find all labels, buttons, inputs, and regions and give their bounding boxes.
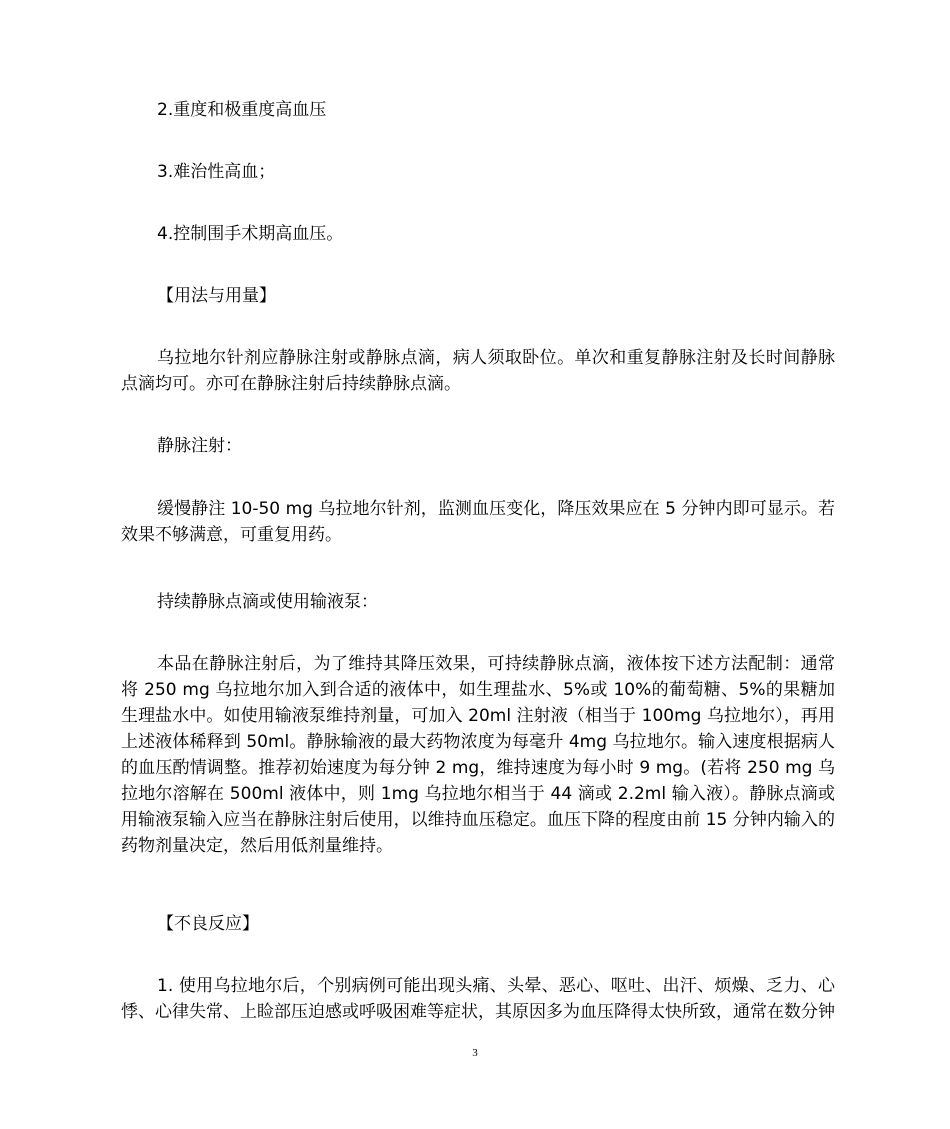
section-heading-usage-dosage: 【用法与用量】 [157, 286, 276, 306]
list-item-severe-hypertension: 2.重度和极重度高血压 [157, 100, 327, 120]
paragraph-continuous-infusion: 本品在静脉注射后，为了维持其降压效果，可持续静脉点滴，液体按下述方法配制：通常将 250 mg 乌拉地尔加入到合适的液体中，如生理盐水、5%或 10%的葡萄糖、5%的果糖加生理盐水中。如使用输液泵维持剂量，可加入 20ml 注射液（相当于 100mg 乌拉地尔），再用上述液体稀释到 50ml。静脉输液的最大药物浓度为每毫升 4mg 乌拉地尔。输入速度根据病人的血压酌情调整。推荐初始速度为每分钟 2 mg，维持速度为每小时 9 mg。(若将 250 mg 乌拉地尔溶解在 500ml 液体中，则 1mg 乌拉地尔相当于 44 滴或 2.2ml 输入液）。静脉点滴或用输液泵输入应当在静脉注射后使用，以维持血压稳定。血压下降的程度由前 15 分钟内输入的药物剂量决定，然后用低剂量维持。 [121, 654, 835, 856]
list-item-perioperative-hypertension: 4.控制围手术期高血压。 [157, 224, 344, 244]
subheading-continuous-infusion: 持续静脉点滴或使用输液泵： [157, 592, 378, 612]
paragraph-administration: 乌拉地尔针剂应静脉注射或静脉点滴，病人须取卧位。单次和重复静脉注射及长时间静脉点滴均可。亦可在静脉注射后持续静脉点滴。 [121, 348, 835, 394]
paragraph-iv-injection: 缓慢静注 10-50 mg 乌拉地尔针剂，监测血压变化，降压效果应在 5 分钟内即可显示。若效果不够满意，可重复用药。 [121, 499, 835, 545]
page-number: 3 [472, 1047, 478, 1059]
paragraph-adverse-reaction-1: 1. 使用乌拉地尔后，个别病例可能出现头痛、头晕、恶心、呕吐、出汗、烦燥、乏力、心悸、心律失常、上睑部压迫感或呼吸困难等症状，其原因多为血压降得太快所致，通常在数分钟 [121, 976, 835, 1022]
section-heading-adverse-reactions: 【不良反应】 [157, 914, 259, 934]
list-item-refractory-hypertension: 3.难治性高血； [157, 162, 276, 182]
subheading-iv-injection: 静脉注射： [157, 436, 242, 456]
